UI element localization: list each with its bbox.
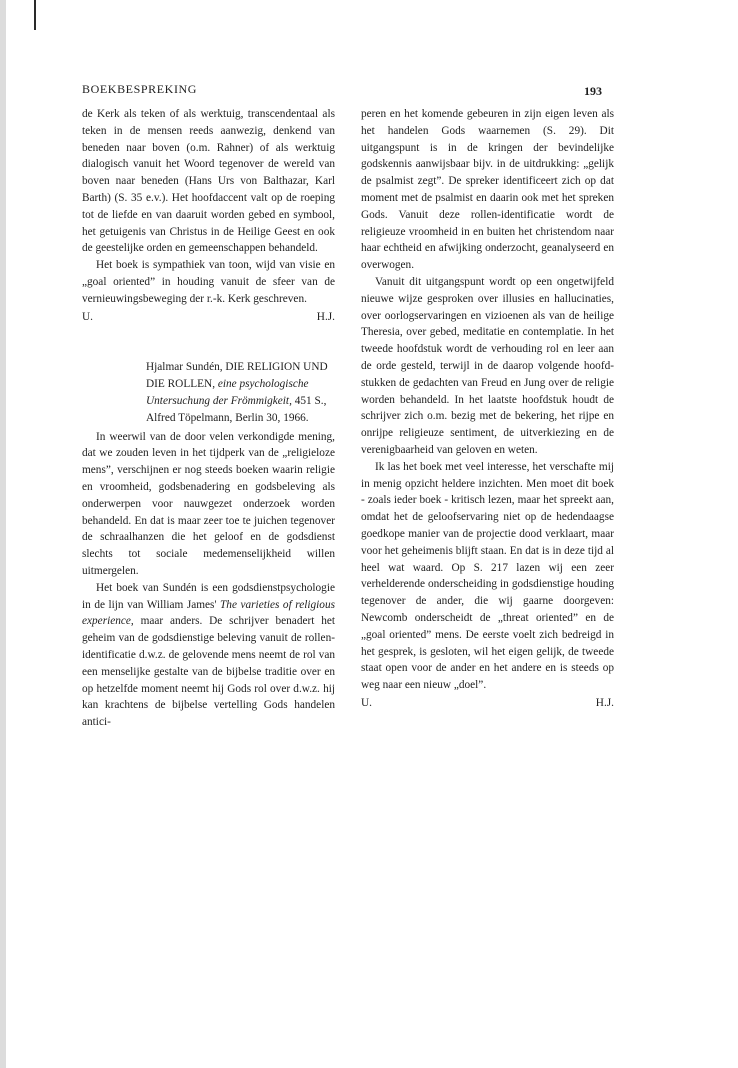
- book-citation: [82, 359, 335, 426]
- review2-paragraph-1: In weerwil van de door velen verkondigde mening, dat we zouden leven in het tijdperk van de „religieloze mens”, verschijnen er nog steeds boeken waarin religie en vroomheid, godsbenadering en godsbeleving als onderwerpen voor nauwgezet onderzoek worden behandeld. En dat is maar zeer toe te juichen tegenover de schraalhanzen die het geloof en de godsdienst slechts tot sociale medemenselijkheid willen uitmergelen.: [82, 430, 335, 577]
- signature-initials: H.J.: [316, 310, 335, 323]
- review2-paragraph-2-end: maar anders. De schrijver benadert het geheim van de godsdienstige beleving vanuit de rollen-identificatie d.w.z. de gelovende mens neemt de rol van een menselijke gestalte van de bijbelse traditie over en op hetzelfde moment neemt hij Gods rol over d.w.z. hij kan krachtens de bijbelse vertelling Gods handelen antici-: [82, 615, 336, 729]
- right-column: [361, 106, 614, 712]
- book-page: [82, 78, 614, 729]
- page-number: 193: [584, 84, 602, 98]
- review2-paragraph-3: peren en het komende gebeuren in zijn eigen leven als het handelen Gods waarnemen (S. 29). Dit uitgangspunt is in de kringen der bevindelijke godskennis aanwijsbaar bijv. in de uitdrukking: „gelijk de psalmist zegt”. De spreker identificeert zich op dat moment met de psalmist en daarin ook met het spreken Gods. Vanuit deze rollen-identificatie wordt de religieuze vroomheid in en buiten het christendom naar haar echtheid en afwijking onderzocht, geanalyseerd en overwogen.: [361, 108, 614, 272]
- citation-author-title: Hjalmar Sundén, DIE RELIGION UND DIE ROLLEN,: [146, 361, 328, 391]
- review2-paragraph-5: Ik las het boek met veel interesse, het verschafte mij in menig opzicht heldere inzichten. Men moet dit boek - zoals ieder boek - kritisch lezen, maar het spreekt aan, omdat het de geloofservaring niet op de hedendaagse goedkope manier van de projectie dood verklaart, maar voor het geheimenis blijft staan. En dat is in deze tijd al heel wat waard. Op S. 217 lazen wij een zeer verhelderende onderscheiding in godsdienstige houding tegenover de ander, die wij gaarne doorgeven: Newcomb onderscheidt de „threat oriented” en de „goal oriented” mens. De eerste voelt zich bedreigd in het gesprek, is gesloten, wil het eigen gelijk, de tweede staat open voor de ander en het andere en is steeds op weg naar een nieuw „doel”.: [361, 460, 614, 692]
- review2-paragraph-2: [82, 580, 335, 731]
- left-column: [82, 106, 335, 731]
- review1-signature: [82, 309, 335, 326]
- scan-edge-line: [34, 0, 36, 30]
- review2-paragraph-4: Vanuit dit uitgangspunt wordt op een ongetwijfeld nieuwe wijze gesproken over illusies en hallucinaties, over oorlogservaringen en vizioenen als van de heilige Theresia, over gebed, meditatie en contemplatie. In het tweede hoofdstuk wordt de verhouding rol en leer aan de orde gesteld, terwijl in de daarop volgende hoofdstukken de gedachten van Freud en Jung over de religie worden behandeld. In het laatste hoofdstuk houdt de schrijver zich o.m. bezig met de bekering, het rijpe en onrijpe religieuze sentiment, de uitverkiezing en de verenigbaarheid van geloven en weten.: [361, 275, 614, 456]
- scan-edge-shadow: [0, 0, 6, 1068]
- review2-book-title: The varieties of religious experience,: [82, 598, 335, 628]
- signature-place: U.: [82, 310, 93, 323]
- review1-paragraph-2: Het boek is sympathiek van toon, wijd van visie en „goal oriented” in houding vanuit de sfeer van de vernieuwingsbeweging der r.-k. Kerk geschreven.: [82, 259, 335, 305]
- running-head-title: BOEKBESPREKING: [82, 82, 198, 96]
- review2-paragraph-2-start: Het boek van Sundén is een godsdienstpsychologie in de lijn van William James': [82, 581, 335, 611]
- signature-place: U.: [361, 696, 372, 709]
- review1-paragraph-1: de Kerk als teken of als werktuig, transcendentaal als teken in de mensen reeds aanwezig, denkend van beneden naar boven (o.m. Rahner) of als werktuig dialogisch vanuit het Woord tegenover de wereld van boven naar beneden (Hans Urs von Balthazar, Karl Barth) (S. 35 e.v.). Het hoofdaccent valt op de roeping tot de liefde en van daaruit worden gebed en symbool, het getuigenis van Christus in de Heilige Geest en ook de geestelijke orden en gemeenschappen behandeld.: [82, 108, 335, 255]
- citation-publisher: 451 S., Alfred Töpelmann, Berlin 30, 1966.: [146, 394, 327, 424]
- signature-initials: H.J.: [595, 696, 614, 709]
- review2-signature: [361, 695, 614, 712]
- section-spacer: [82, 325, 335, 359]
- running-head: [82, 78, 602, 104]
- citation-subtitle: eine psychologische Untersuchung der Frömmigkeit,: [146, 378, 309, 407]
